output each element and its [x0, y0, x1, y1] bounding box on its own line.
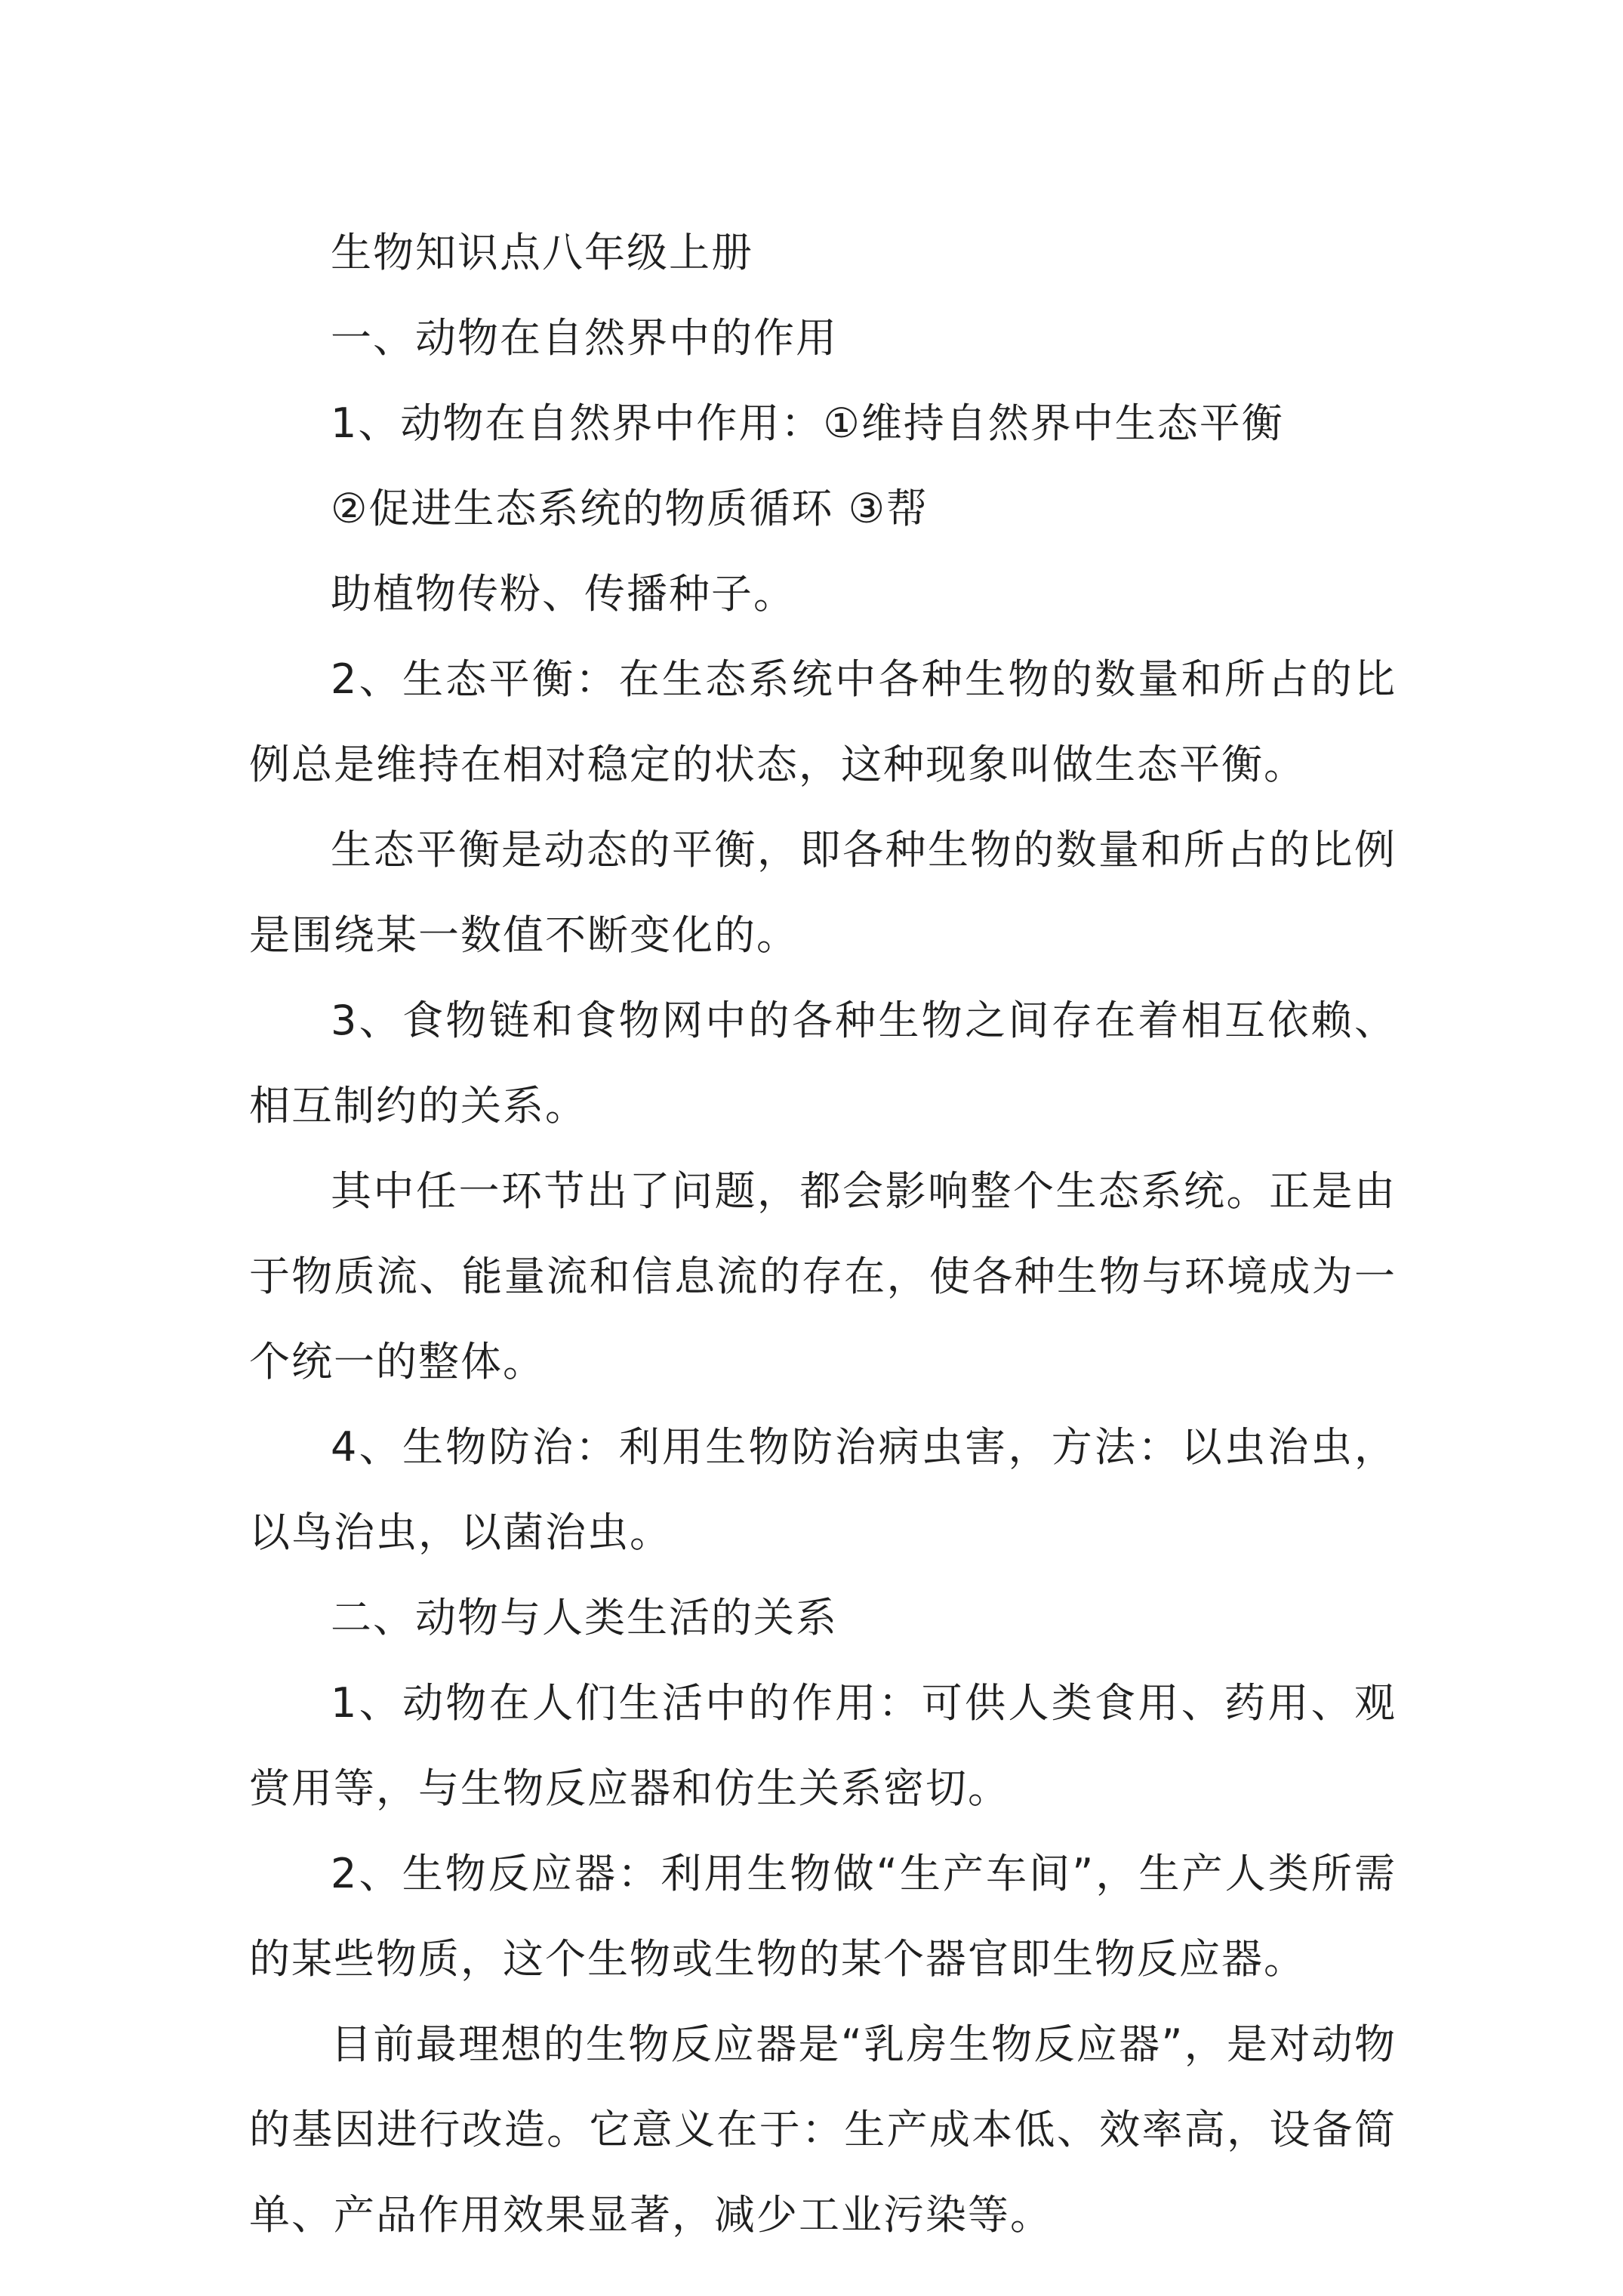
paragraph-1-1-line-1: 1、动物在自然界中作用：①维持自然界中生态平衡 [331, 399, 1284, 447]
paragraph-1-1-line-2: ②促进生态系统的物质循环 ③帮 [331, 485, 929, 532]
paragraph-1-1-line-3: 助植物传粉、传播种子。 [331, 570, 796, 618]
paragraph-2-1: 1、动物在人们生活中的作用：可供人类食用、药用、观赏用等，与生物反应器和仿生关系密切。 [249, 1679, 1397, 1812]
section-heading-2: 二、动物与人类生活的关系 [331, 1594, 838, 1641]
paragraph-1-2-note: 生态平衡是动态的平衡，即各种生物的数量和所占的比例是围绕某一数值不断变化的。 [249, 826, 1397, 959]
section-heading-1: 一、动物在自然界中的作用 [331, 314, 838, 362]
paragraph-1-3: 3、食物链和食物网中的各种生物之间存在着相互依赖、相互制约的关系。 [249, 997, 1397, 1130]
paragraph-2-2: 2、生物反应器：利用生物做“生产车间”，生产人类所需的某些物质，这个生物或生物的某个器官即生物反应器。 [249, 1850, 1397, 1983]
document-body [249, 210, 1397, 2257]
paragraph-1-2: 2、生态平衡：在生态系统中各种生物的数量和所占的比例总是维持在相对稳定的状态，这种现象叫做生态平衡。 [249, 655, 1397, 788]
document-title: 生物知识点八年级上册 [331, 229, 753, 276]
paragraph-1-4: 4、生物防治：利用生物防治病虫害，方法：以虫治虫，以鸟治虫，以菌治虫。 [249, 1423, 1397, 1556]
paragraph-2-2-note: 目前最理想的生物反应器是“乳房生物反应器”，是对动物的基因进行改造。它意义在于：生产成本低、效率高，设备简单、产品作用效果显著，减少工业污染等。 [249, 2020, 1397, 2239]
paragraph-1-3-note: 其中任一环节出了问题，都会影响整个生态系统。正是由于物质流、能量流和信息流的存在，使各种生物与环境成为一个统一的整体。 [249, 1167, 1397, 1385]
